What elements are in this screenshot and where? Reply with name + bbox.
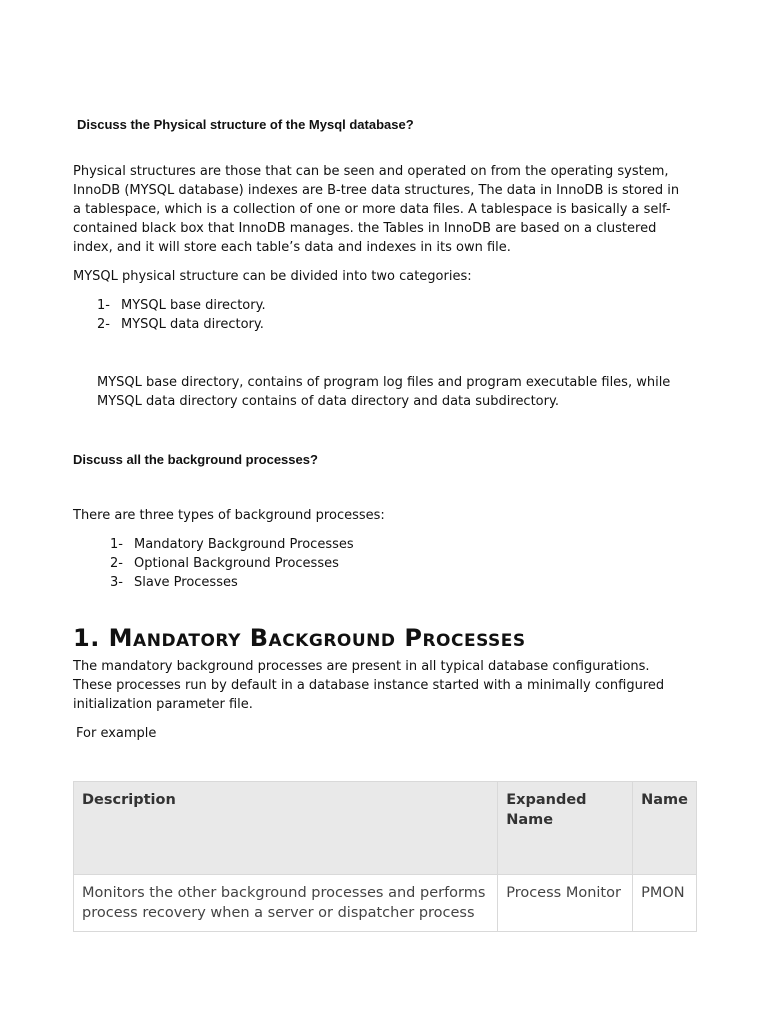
table-cell-description: Monitors the other background processes and performs process recovery when a server or dispatcher process [74, 875, 498, 932]
table-header-row [74, 782, 697, 875]
categories-intro-paragraph: MYSQL physical structure can be divided into two categories: [73, 269, 472, 284]
list-item [110, 535, 354, 554]
table-cell-expanded-name: Process Monitor [498, 875, 633, 932]
column-header-expanded-name: Expanded Name [498, 782, 633, 875]
list-item [97, 296, 266, 315]
list-item [110, 573, 354, 592]
background-processes-table [73, 781, 697, 932]
physical-structure-paragraph: Physical structures are those that can be seen and operated on from the operating system, InnoDB (MYSQL database) indexes are B-tree data structures, The data in InnoDB is stored in a tablespace, which is a collection of one or more data files. A tablespace is basically a self-contained black box that InnoDB manages. the Tables in InnoDB are based on a clustered index, and it will store each table’s data and indexes in its own file. [73, 164, 680, 255]
process-types-list [110, 535, 354, 592]
list-item-number: 1- [97, 298, 110, 313]
mandatory-processes-paragraph: The mandatory background processes are present in all typical database configurations. These processes run by default in a database instance started with a minimally configured initialization parameter file. [73, 659, 665, 712]
question-heading-background-processes: Discuss all the background processes? [73, 452, 318, 467]
list-item-number: 2- [97, 317, 110, 332]
list-item-text: Mandatory Background Processes [134, 537, 354, 552]
table-row [74, 875, 697, 932]
list-item-text: Slave Processes [134, 575, 238, 590]
table-cell-name: PMON [633, 875, 697, 932]
for-example-label: For example [76, 726, 157, 741]
column-header-name: Name [633, 782, 697, 875]
list-item [110, 554, 354, 573]
section-title-mandatory-processes: 1. Mandatory Background Processes [73, 624, 526, 652]
directory-description-paragraph: MYSQL base directory, contains of program log files and program executable files, while MYSQL data directory contains of data directory and data subdirectory. [97, 375, 671, 409]
process-types-intro: There are three types of background processes: [73, 508, 385, 523]
list-item [97, 315, 266, 334]
list-item-number: 3- [110, 575, 123, 590]
list-item-number: 2- [110, 556, 123, 571]
list-item-number: 1- [110, 537, 123, 552]
list-item-text: MYSQL base directory. [121, 298, 266, 313]
column-header-description: Description [74, 782, 498, 875]
mysql-directory-list [97, 296, 266, 334]
list-item-text: MYSQL data directory. [121, 317, 264, 332]
list-item-text: Optional Background Processes [134, 556, 339, 571]
question-heading-physical-structure: Discuss the Physical structure of the Mysql database? [77, 117, 414, 132]
